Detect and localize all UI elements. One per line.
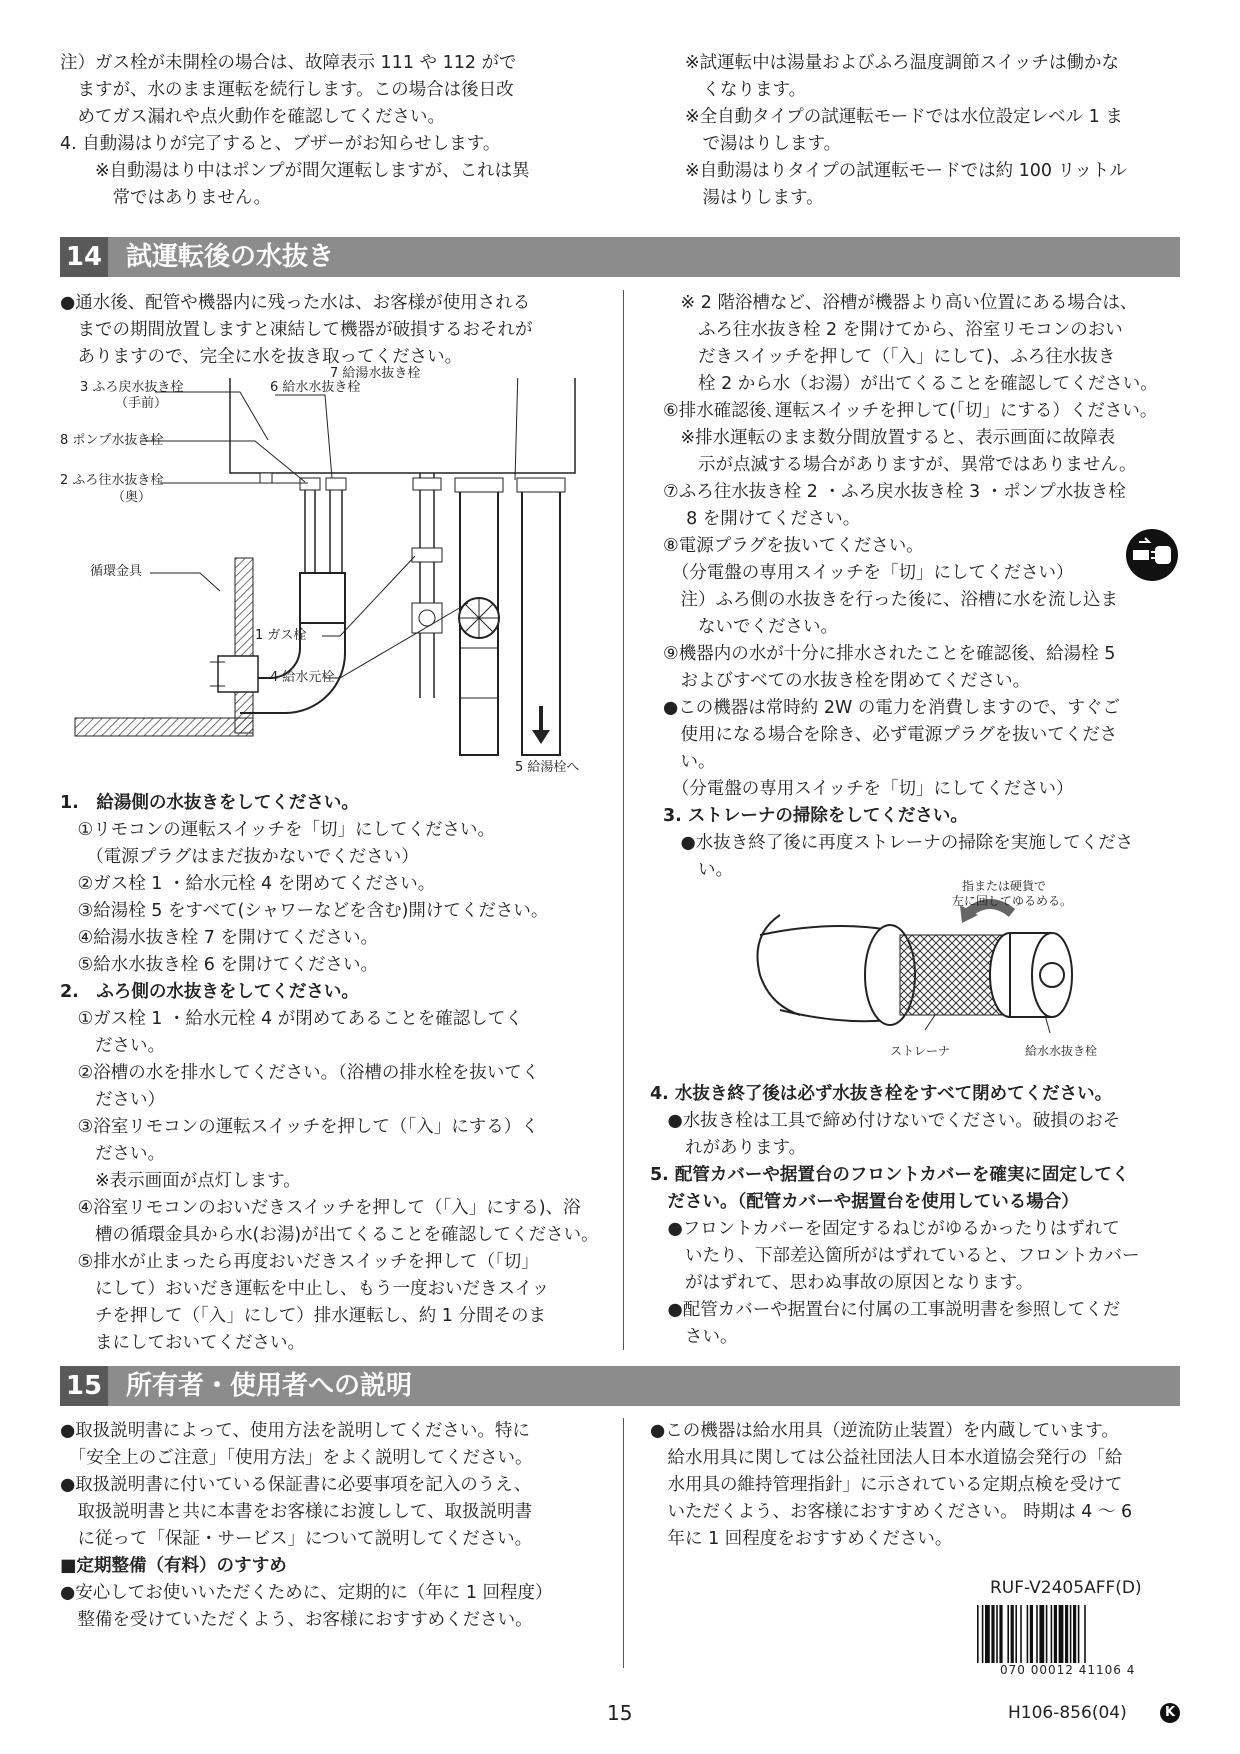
barcode-bar (1030, 1605, 1033, 1663)
barcode-bar (1065, 1605, 1068, 1663)
sec15-line: ●安心してお使いいただくために、定期的に（年に 1 回程度） (60, 1583, 553, 1603)
top-left-line: ますが、水のまま運転を続行します。この場合は後日改 (60, 80, 514, 100)
step-line: （分電盤の専用スイッチを「切」にしてください） (663, 563, 1074, 583)
barcode-bar (1073, 1605, 1076, 1663)
sec15-line: 整備を受けていただくよう、お客様におすすめください。 (60, 1610, 533, 1630)
step-line: 示が点滅する場合がありますが、異常ではありません。 (663, 455, 1137, 475)
step-line: 栓 2 から水（お湯）が出てくることを確認してください。 (663, 374, 1158, 394)
step-line: ※排水運転のまま数分間放置すると、表示画面に故障表 (663, 428, 1116, 448)
step-line: ⑥排水確認後､運転スイッチを押して(「切」にする）ください。 (663, 401, 1158, 421)
section-14-header (60, 237, 1180, 277)
step-line: チを押して（「入」にして）排水運転し、約 1 分間そのま (60, 1306, 547, 1326)
top-left-text (60, 50, 600, 212)
step-line: ④給湯水抜き栓 7 を開けてください。 (60, 928, 378, 948)
step-line: ふろ往水抜き栓 2 を開けてから、浴室リモコンのおい (663, 320, 1123, 340)
step-line: ①ガス栓 1 ・給水元栓 4 が閉めてあることを確認してく (60, 1009, 523, 1029)
document-code: H106-856(04) (1008, 1703, 1127, 1723)
top-right-line: ※全自動タイプの試運転モードでは水位設定レベル 1 ま (685, 107, 1123, 127)
step-line: ●配管カバーや据置台に付属の工事説明書を参照してくだ (650, 1300, 1121, 1320)
step-line: 使用になる場合を除き、必ず電源プラグを抜いてくださ (663, 725, 1118, 745)
step-line: ④浴室リモコンのおいだきスイッチを押して（「入」にする)、浴 (60, 1198, 581, 1218)
step-line: まにしておいてください。 (60, 1333, 305, 1353)
barcode-bar (1036, 1605, 1038, 1663)
step-line: ②浴槽の水を排水してください。（浴槽の排水栓を抜いてく (60, 1063, 540, 1083)
barcode-bar (1027, 1605, 1029, 1663)
barcode-bar (982, 1605, 984, 1663)
label-front: （手前） (115, 396, 168, 411)
step-line: 槽の循環金具から水(お湯)が出てくることを確認してください。 (60, 1225, 599, 1245)
top-right-text (685, 50, 1185, 212)
top-left-line: 常ではありません。 (60, 188, 272, 208)
step-heading: ださい。（配管カバーや据置台を使用している場合） (650, 1192, 1079, 1212)
sec15-subheading: ■定期整備（有料）のすすめ (60, 1556, 287, 1576)
sec15-line: 「安全上のご注意」「使用方法」をよく説明してください。 (60, 1448, 533, 1468)
step-line: ③給湯栓 5 をすべて(シャワーなどを含む)開けてください。 (60, 901, 549, 921)
step-line: い。 (663, 752, 716, 772)
sec15-line: ●取扱説明書によって、使用方法を説明してください。特に (60, 1421, 530, 1441)
strainer-label: ストレーナ (890, 1044, 951, 1058)
barcode-bar (1007, 1605, 1009, 1663)
sec14-left-steps (60, 790, 615, 1357)
barcode-bar (1011, 1605, 1014, 1663)
step-heading: 3. ストレーナの掃除をしてください。 (663, 806, 968, 826)
top-left-line: ※自動湯はり中はポンプが間欠運転しますが、これは異 (60, 161, 530, 181)
barcode-bar (1070, 1605, 1072, 1663)
step-line: ※表示画面が点灯します。 (60, 1171, 301, 1191)
step-line: さい。 (650, 1327, 738, 1347)
step-heading: 1. 給湯側の水抜きをしてください。 (60, 793, 359, 813)
barcode-bar (1059, 1605, 1064, 1663)
step-heading: 2. ふろ側の水抜きをしてください。 (60, 982, 359, 1002)
sec14-right-steps-b (650, 1081, 1185, 1351)
label-water-main: 4 給水元栓 (270, 670, 335, 685)
step-line: 注）ふろ側の水抜きを行った後に、浴槽に水を流し込ま (663, 590, 1118, 610)
top-left-line: 注）ガス栓が未開栓の場合は、故障表示 111 や 112 がで (60, 53, 517, 73)
barcode-bar (991, 1605, 994, 1663)
section-title: 所有者・使用者への説明 (126, 1371, 413, 1401)
model-number: RUF-V2405AFF(D) (990, 1578, 1142, 1598)
unplug-icon (1125, 528, 1179, 582)
step-line: ⑧電源プラグを抜いてください。 (663, 536, 924, 556)
section-15-header (60, 1366, 1180, 1406)
sec15-line: 年に 1 回程度をおすすめください。 (650, 1529, 953, 1549)
step-heading: 5. 配管カバーや据置台のフロントカバーを確実に固定してく (650, 1165, 1130, 1185)
sec15-line: 給水用具に関しては公益社団法人日本水道協会発行の「給 (650, 1448, 1123, 1468)
label-gas-valve: 1 ガス栓 (255, 628, 307, 643)
step-line: ださい。 (60, 1036, 165, 1056)
section-number: 15 (60, 1366, 108, 1406)
strainer-note: 指または硬貨で (962, 879, 1047, 893)
top-left-line: めてガス漏れや点火動作を確認してください。 (60, 107, 445, 127)
top-right-line: ※自動湯はりタイプの試運転モードでは約 100 リットル (685, 161, 1127, 181)
strainer-diagram (740, 875, 1180, 1070)
step-line: いたり、下部差込箇所がはずれていると、フロントカバー (650, 1246, 1140, 1266)
step-line: がはずれて、思わぬ事故の原因となります。 (650, 1273, 1034, 1293)
sec15-line: 取扱説明書と共に本書をお客様にお渡しして、取扱説明書 (60, 1502, 533, 1522)
step-line: ⑨機器内の水が十分に排水されたことを確認後、給湯栓 5 (663, 644, 1116, 664)
step-heading: 4. 水抜き終了後は必ず水抜き栓をすべて閉めてください。 (650, 1084, 1113, 1104)
barcode-bar (1084, 1605, 1086, 1663)
piping-diagram (60, 366, 615, 783)
top-right-line: 湯はりします。 (685, 188, 824, 208)
column-divider (623, 290, 624, 1350)
step-line: ※ 2 階浴槽など、浴槽が機器より高い位置にある場合は、 (663, 293, 1138, 313)
barcode-bar (996, 1605, 998, 1663)
top-right-line: で湯はりします。 (685, 134, 842, 154)
sec14-intro (60, 290, 610, 371)
sec15-line: 水用具の維持管理指針」に示されている定期点検を受けて (650, 1475, 1123, 1495)
step-line: だきスイッチを押して（「入」にして)、ふろ往水抜き (663, 347, 1116, 367)
step-line: ①リモコンの運転スイッチを「切」にしてください。 (60, 820, 495, 840)
label-back: （奥） (112, 490, 152, 505)
barcode-bar (977, 1605, 979, 1663)
sec15-left (60, 1418, 615, 1634)
intro-line: までの期間放置しますと凍結して機器が破損するおそれが (60, 320, 533, 340)
sec15-line: いただくよう、お客様におすすめください。 時期は 4 ～ 6 (650, 1502, 1133, 1522)
top-left-line: 4. 自動湯はりが完了すると、ブザーがお知らせします。 (60, 134, 501, 154)
step-line: れがあります。 (650, 1138, 807, 1158)
label-pump-drain: 8 ポンプ水抜き栓 (60, 433, 164, 448)
step-line: ださい） (60, 1090, 165, 1110)
barcode-bar (1015, 1605, 1017, 1663)
sec15-line: ●取扱説明書に付いている保証書に必要事項を記入のうえ、 (60, 1475, 532, 1495)
column-divider (623, 1418, 624, 1668)
barcode-bar (999, 1605, 1002, 1663)
label-bath-return-drain: 3 ふろ戻水抜き栓 (80, 380, 184, 395)
barcode-bar (1051, 1605, 1053, 1663)
label-circulation-fitting: 循環金具 (90, 564, 143, 579)
page-number: 15 (607, 1701, 633, 1725)
step-line: ⑤給水水抜き栓 6 を開けてください。 (60, 955, 378, 975)
step-line: い。 (663, 860, 733, 880)
barcode-number: 070 00012 41106 4 (1000, 1663, 1136, 1677)
label-bath-supply-drain: 2 ふろ往水抜き栓 (60, 473, 164, 488)
barcode-bar (1020, 1605, 1022, 1663)
barcode-bar (985, 1605, 990, 1663)
sec15-line: に従って「保証・サービス」について説明してください。 (60, 1529, 533, 1549)
barcode-bar (1039, 1605, 1044, 1663)
strainer-note: 左に回してゆるめる。 (952, 894, 1073, 908)
step-line: （電源プラグはまだ抜かないでください） (60, 847, 419, 867)
step-line: ださい。 (60, 1144, 165, 1164)
label-hot-drain: 7 給湯水抜き栓 (330, 366, 421, 381)
step-line: ⑦ふろ往水抜き栓 2 ・ふろ戻水抜き栓 3 ・ポンプ水抜き栓 (663, 482, 1126, 502)
section-title: 試運転後の水抜き (126, 242, 335, 272)
section-number: 14 (60, 237, 108, 277)
step-line: ●この機器は常時約 2W の電力を消費しますので、すぐご (663, 698, 1120, 718)
step-line: ②ガス栓 1 ・給水元栓 4 を閉めてください。 (60, 874, 436, 894)
step-line: ●フロントカバーを固定するねじがゆるかったりはずれて (650, 1219, 1120, 1239)
step-line: ないでください。 (663, 617, 838, 637)
step-line: ⑤排水が止まったら再度おいだきスイッチを押して（「切」 (60, 1252, 539, 1272)
barcode-bar (1046, 1605, 1048, 1663)
top-right-line: くなります。 (685, 80, 807, 100)
step-line: にして）おいだき運転を中止し、もう一度おいだきスイッ (60, 1279, 550, 1299)
sec14-right-steps-a (663, 290, 1188, 884)
step-line: およびすべての水抜き栓を閉めてください。 (663, 671, 1031, 691)
k-mark-icon: K (1160, 1703, 1180, 1723)
top-right-line: ※試運転中は湯量およびふろ温度調節スイッチは働かな (685, 53, 1119, 73)
sec15-right (650, 1418, 1185, 1553)
barcode-bar (1054, 1605, 1057, 1663)
label-water-drain: 6 給水水抜き栓 (270, 380, 361, 395)
step-line: ●水抜き終了後に再度ストレーナの掃除を実施してくださ (663, 833, 1134, 853)
intro-line: ●通水後、配管や機器内に残った水は、お客様が使用される (60, 293, 531, 313)
step-line: ●水抜き栓は工具で締め付けないでください。破損のおそ (650, 1111, 1121, 1131)
sec15-line: ●この機器は給水用具（逆流防止装置）を内蔵しています。 (650, 1421, 1119, 1441)
label-to-faucet: 5 給湯栓へ (515, 760, 580, 775)
barcode-bar (1078, 1605, 1080, 1663)
intro-line: ありますので、完全に水を抜き取ってください。 (60, 347, 463, 367)
step-line: 8 を開けてください。 (663, 509, 861, 529)
step-line: （分電盤の専用スイッチを「切」にしてください） (663, 779, 1074, 799)
drain-valve-label: 給水水抜き栓 (1025, 1044, 1098, 1058)
barcode (975, 1605, 1175, 1665)
step-line: ③浴室リモコンの運転スイッチを押して（「入」にする）く (60, 1117, 539, 1137)
